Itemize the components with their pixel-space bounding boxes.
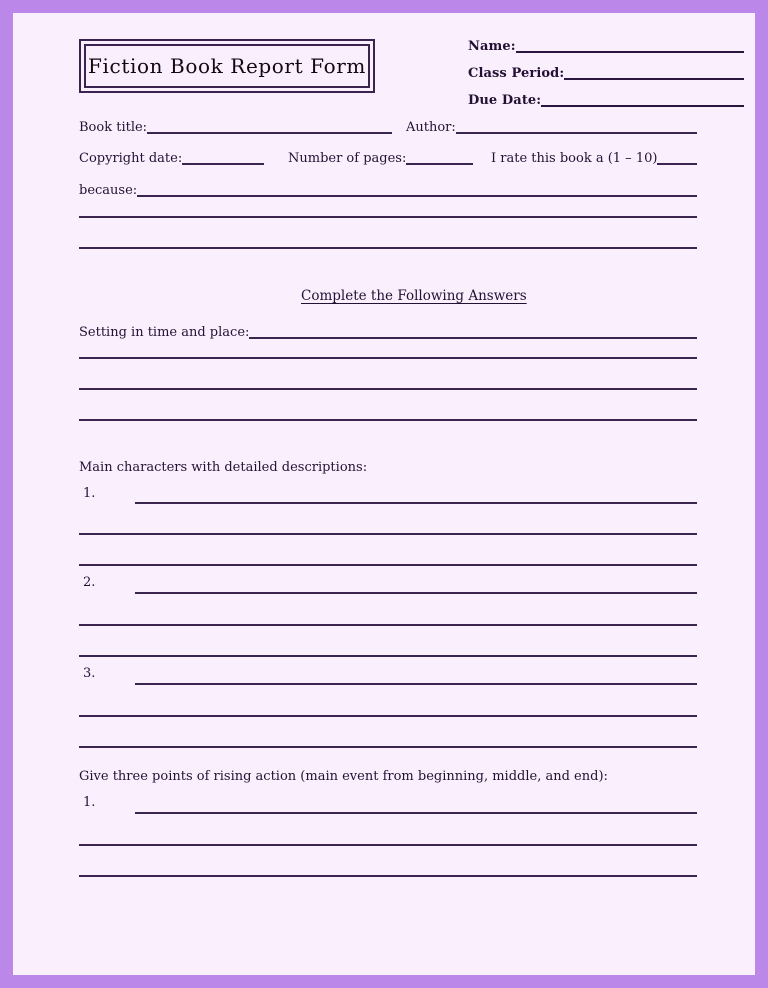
- because-continuation-line[interactable]: [79, 216, 697, 218]
- rising-action-item-line[interactable]: [135, 812, 697, 814]
- form-title-box: [79, 39, 375, 93]
- author-input-blank[interactable]: [456, 131, 697, 134]
- author-label: Author:: [406, 120, 456, 135]
- setting-label: Setting in time and place:: [79, 325, 250, 340]
- rising-action-continuation-line[interactable]: [79, 844, 697, 846]
- rating-field-row: [491, 144, 697, 168]
- answers-section-heading: Complete the Following Answers: [301, 288, 527, 304]
- page-title: Fiction Book Report Form: [88, 54, 366, 78]
- character-item-number: 3.: [83, 666, 96, 681]
- main-characters-prompt: Main characters with detailed descriptions:: [79, 460, 368, 475]
- copyright-date-input-blank[interactable]: [182, 162, 264, 165]
- due-date-input-blank[interactable]: [541, 104, 744, 107]
- student-header-fields: [468, 29, 744, 110]
- character-item-continuation-line[interactable]: [79, 655, 697, 657]
- book-title-input-blank[interactable]: [147, 131, 392, 134]
- setting-continuation-line[interactable]: [79, 419, 697, 421]
- because-label: because:: [79, 183, 138, 198]
- worksheet-page: [13, 13, 755, 975]
- character-item-number: 2.: [83, 575, 96, 590]
- number-of-pages-input-blank[interactable]: [406, 162, 473, 165]
- name-field-row: [468, 29, 744, 56]
- class-period-label: Class Period:: [468, 66, 565, 81]
- due-date-label: Due Date:: [468, 93, 542, 108]
- character-item-continuation-line[interactable]: [79, 533, 697, 535]
- because-field-row: [79, 176, 697, 200]
- setting-continuation-line[interactable]: [79, 357, 697, 359]
- number-of-pages-label: Number of pages:: [288, 151, 407, 166]
- name-input-blank[interactable]: [516, 50, 744, 53]
- setting-continuation-line[interactable]: [79, 388, 697, 390]
- character-item-continuation-line[interactable]: [79, 564, 697, 566]
- character-item-number: 1.: [83, 486, 96, 501]
- because-continuation-line[interactable]: [79, 247, 697, 249]
- character-item-continuation-line[interactable]: [79, 624, 697, 626]
- due-date-field-row: [468, 83, 744, 110]
- rising-action-item-number: 1.: [83, 795, 96, 810]
- rising-action-prompt: Give three points of rising action (main event from beginning, middle, and end):: [79, 769, 608, 784]
- book-title-label: Book title:: [79, 120, 148, 135]
- rating-label: I rate this book a (1 – 10): [491, 151, 658, 166]
- number-of-pages-field-row: [288, 144, 473, 168]
- character-item-continuation-line[interactable]: [79, 715, 697, 717]
- rising-action-continuation-line[interactable]: [79, 875, 697, 877]
- class-period-field-row: [468, 56, 744, 83]
- copyright-date-label: Copyright date:: [79, 151, 183, 166]
- character-item-line[interactable]: [135, 683, 697, 685]
- setting-field-row: [79, 318, 697, 342]
- class-period-input-blank[interactable]: [564, 77, 744, 80]
- character-item-continuation-line[interactable]: [79, 746, 697, 748]
- form-title-box-inner: [84, 44, 370, 88]
- name-label: Name:: [468, 39, 516, 54]
- rating-input-blank[interactable]: [657, 162, 697, 165]
- copyright-date-field-row: [79, 144, 264, 168]
- book-title-field-row: [79, 113, 392, 137]
- character-item-line[interactable]: [135, 592, 697, 594]
- setting-input-blank[interactable]: [249, 336, 697, 339]
- character-item-line[interactable]: [135, 502, 697, 504]
- because-input-blank[interactable]: [137, 194, 697, 197]
- author-field-row: [406, 113, 697, 137]
